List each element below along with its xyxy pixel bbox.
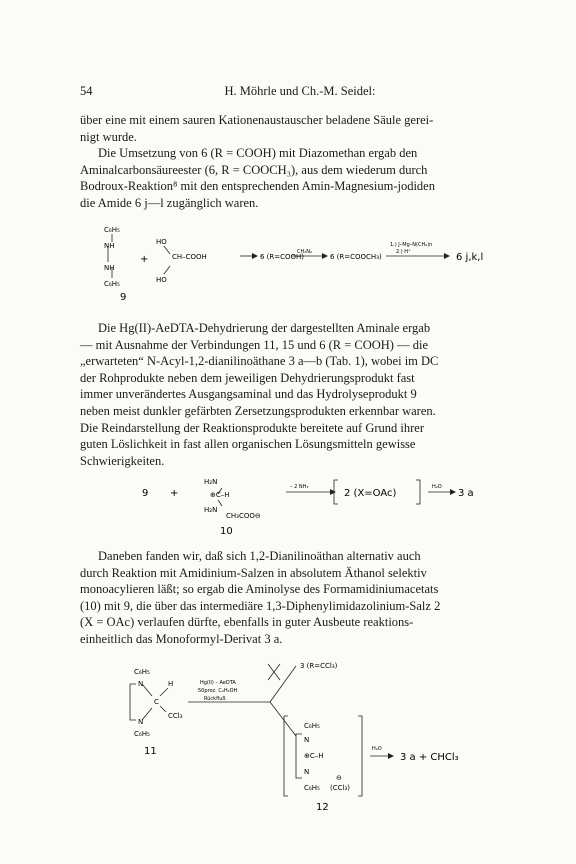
reagent-grignard: 1.) J–Mg–N(CH₂)n [390, 242, 433, 248]
text-line: Die Hg(II)-AeDTA-Dehydrierung der dargestellten Aminale ergab [98, 321, 431, 335]
text-line: (X = OAc) verlaufen dürfte, ebenfalls in guter Ausbeute reaktions- [80, 615, 414, 630]
reagent-water: H₂O [432, 484, 442, 490]
text-line: über eine mit einem sauren Kationenaustauscher beladene Säule gerei- [80, 113, 434, 127]
text-line: Die Umsetzung von 6 (R = COOH) mit Diazomethan ergab den [98, 146, 418, 161]
text-line: Aminalcarbonsäureester (6, R = COOCH₃), aus dem wiederum durch [80, 162, 428, 177]
paragraph-1 [80, 112, 516, 212]
reaction-scheme-3 [120, 656, 500, 816]
formula-nh: NH [104, 264, 115, 272]
reagent-ammonia: – 2 NH₃ [290, 484, 309, 490]
compound-label-9: 9 [120, 292, 127, 302]
formula-h2n: H₂N [204, 506, 218, 514]
text-line: der Rohprodukte neben dem jeweiligen Dehydrierungsprodukt fast [80, 370, 415, 385]
anion-symbol: ⊖ [336, 774, 342, 782]
formula-n: N [138, 718, 144, 726]
reaction-scheme-1 [100, 222, 500, 302]
reagent-ethanol: 50proz. C₂H₅OH [198, 688, 238, 694]
anion-ccl3: (CCl₃) [330, 784, 350, 792]
reagent-hg-aedta: Hg(II) – AeDTA [200, 680, 236, 686]
formula-c6h5: C₆H₅ [304, 784, 320, 792]
plus-sign: + [170, 488, 179, 499]
compound-6-cooch3: 6 (R=COOCH₃) [330, 253, 382, 261]
formula-h: H [168, 680, 174, 688]
text-line: Daneben fanden wir, daß sich 1,2-Dianilinoäthan alternativ auch [98, 549, 421, 563]
text-line: (10) mit 9, die über das intermediäre 1,3-Diphenylimidazolinium-Salz 2 [80, 598, 441, 613]
formula-ho: HO [156, 238, 167, 246]
paragraph-4 [80, 548, 516, 648]
formula-n: N [304, 768, 310, 776]
reagent-acid: 2.) H⁺ [396, 249, 411, 255]
products-3a-chcl3: 3 a + CHCl₃ [400, 752, 459, 763]
product-6jkl: 6 j,k,l [456, 252, 484, 263]
formula-acetate: CH₃COO⊖ [226, 512, 261, 520]
text-line: guten Löslichkeit in fast allen organischen Lösungsmitteln gewisse [80, 437, 416, 452]
formula-c6h5: C₆H₅ [134, 668, 150, 676]
compound-label-12: 12 [316, 802, 329, 813]
compound-label-10: 10 [220, 526, 233, 537]
reagent-reflux: Rückfluß [204, 696, 226, 702]
reagent-ch2n2: CH₂N₂ [297, 249, 312, 255]
formula-n: N [304, 736, 310, 744]
text-line: neben meist dunkler gefärbten Zersetzungsprodukten erkennbar waren. [80, 403, 436, 418]
formula-nh: NH [104, 242, 115, 250]
formula-c6h5: C₆H₅ [104, 226, 120, 234]
formula-ch-cooh: CH–COOH [172, 253, 207, 261]
text-line: die Amide 6 j—l zugänglich waren. [80, 195, 259, 210]
formula-c6h5: C₆H₅ [134, 730, 150, 738]
text-line: — mit Ausnahme der Verbindungen 11, 15 und 6 (R = COOH) — die [80, 337, 428, 352]
running-head: H. Möhrle und Ch.-M. Seidel: [224, 84, 376, 98]
reagent-water: H₂O [372, 746, 382, 752]
compound-6-cooh: 6 (R=COOH) [260, 253, 305, 261]
compound-9: 9 [142, 488, 149, 499]
formula-c-h: ⊕C–H [210, 491, 230, 499]
formula-c6h5: C₆H₅ [104, 280, 120, 288]
formula-c-h: ⊕C–H [304, 752, 324, 760]
formula-ccl3: CCl₃ [168, 712, 183, 720]
text-line: monoacylieren läßt; so ergab die Aminolyse des Formamidiniumacetats [80, 582, 439, 597]
text-line: Schwierigkeiten. [80, 453, 165, 468]
formula-c6h5: C₆H₅ [304, 722, 320, 730]
product-3-ccl3: 3 (R=CCl₃) [300, 662, 338, 670]
text-line: einheitlich das Monoformyl-Derivat 3 a. [80, 631, 283, 646]
compound-label-11: 11 [144, 746, 157, 757]
text-line: „erwarteten“ N-Acyl-1,2-dianilinoäthane 3 a—b (Tab. 1), wobei im DC [80, 354, 439, 369]
formula-h2n: H₂N [204, 478, 218, 486]
text-line: durch Reaktion mit Amidinium-Salzen in absolutem Äthanol selektiv [80, 565, 427, 580]
formula-n: N [138, 680, 144, 688]
formula-c: C [154, 698, 159, 706]
text-line: Die Reindarstellung der Reaktionsprodukte bereitete auf Grund ihrer [80, 420, 424, 435]
paragraph-3 [80, 320, 516, 469]
text-line: Bodroux-Reaktion⁸ mit den entsprechenden Amin-Magnesium-jodiden [80, 179, 435, 194]
page-header [80, 84, 520, 100]
text-line: nigt wurde. [80, 129, 137, 144]
page-number: 54 [80, 84, 93, 98]
text-line: immer unverändertes Ausgangsaminal und das Hydrolyseprodukt 9 [80, 387, 417, 402]
reaction-scheme-2 [140, 474, 480, 538]
intermediate-2: 2 (X=OAc) [344, 488, 397, 499]
product-3a: 3 a [458, 488, 474, 499]
plus-sign: + [140, 254, 149, 265]
formula-ho: HO [156, 276, 167, 284]
